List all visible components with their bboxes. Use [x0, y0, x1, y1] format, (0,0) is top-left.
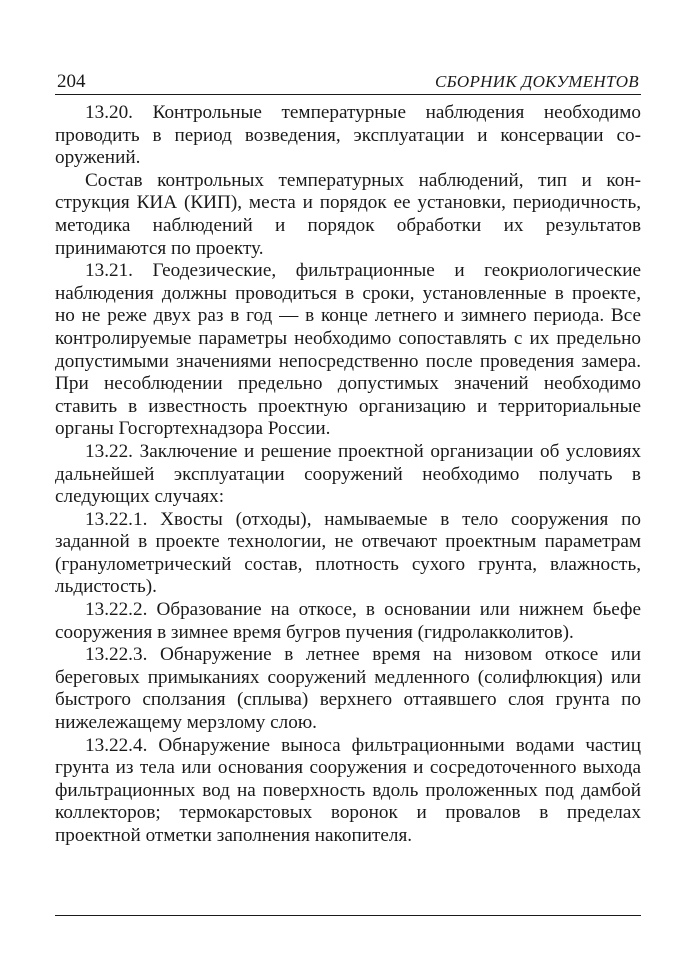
- running-title: СБОРНИК ДОКУМЕНТОВ: [434, 72, 639, 91]
- paragraph-13-21: 13.21. Геодезические, фильтрационные и геокриологические наблюдения должны проводиться в сроки, установленные в проекте, но не реже двух раз в год — в конце летнего и зимнего периода. Все контролируемые параметры необходимо сопоставлять с их предельно допустимыми значениями непосредственно после проведения замера. При несоблюдении предельно допустимых значений необходимо ставить в известность проектную организацию и территориальные органы Госгортехнадзора России.: [55, 260, 641, 440]
- paragraph-13-22: 13.22. Заключение и решение проектной организации об условиях дальнейшей эксплуатации сооружений необходимо получать в следующих случаях:: [55, 440, 641, 508]
- paragraph-13-20-composition: Состав контрольных температурных наблюдений, тип и конструкция КИА (КИП), места и порядок ее установки, периодичность, методика наблюдений и порядок обработки их результатов принимаются по проекту.: [55, 169, 641, 259]
- document-page: [55, 66, 641, 916]
- document-body: [55, 102, 641, 848]
- page-header: [55, 66, 641, 95]
- paragraph-13-22-2: 13.22.2. Образование на откосе, в основании или нижнем бьефе сооружения в зимнее время бугров пучения (гидролакколитов).: [55, 599, 641, 643]
- paragraph-13-22-3: 13.22.3. Обнаружение в летнее время на низовом откосе или береговых примыканиях сооружений медленного (солифлюкция) или быстрого сползания (сплыва) верхнего оттаявшего слоя грунта по нижележащему мерзлому слою.: [55, 644, 641, 734]
- paragraph-13-20: 13.20. Контрольные температурные наблюдения необходимо проводить в период возведения, эксплуатации и консервации сооружений.: [55, 102, 641, 169]
- footer-rule: [55, 915, 641, 916]
- page-number: 204: [57, 71, 86, 92]
- paragraph-13-22-4: 13.22.4. Обнаружение выноса фильтрационными водами частиц грунта из тела или основания сооружения и сосредоточенного выхода фильтрационных вод на поверхность вдоль проложенных под дамбой коллекторов; термокарстовых воронок и провалов в пределах проектной отметки заполнения накопителя.: [55, 734, 641, 846]
- paragraph-13-22-1: 13.22.1. Хвосты (отходы), намываемые в тело сооружения по заданной в проекте технологии, не отвечают проектным параметрам (гранулометрический состав, плотность сухого грунта, влажность, льдистость).: [55, 508, 641, 598]
